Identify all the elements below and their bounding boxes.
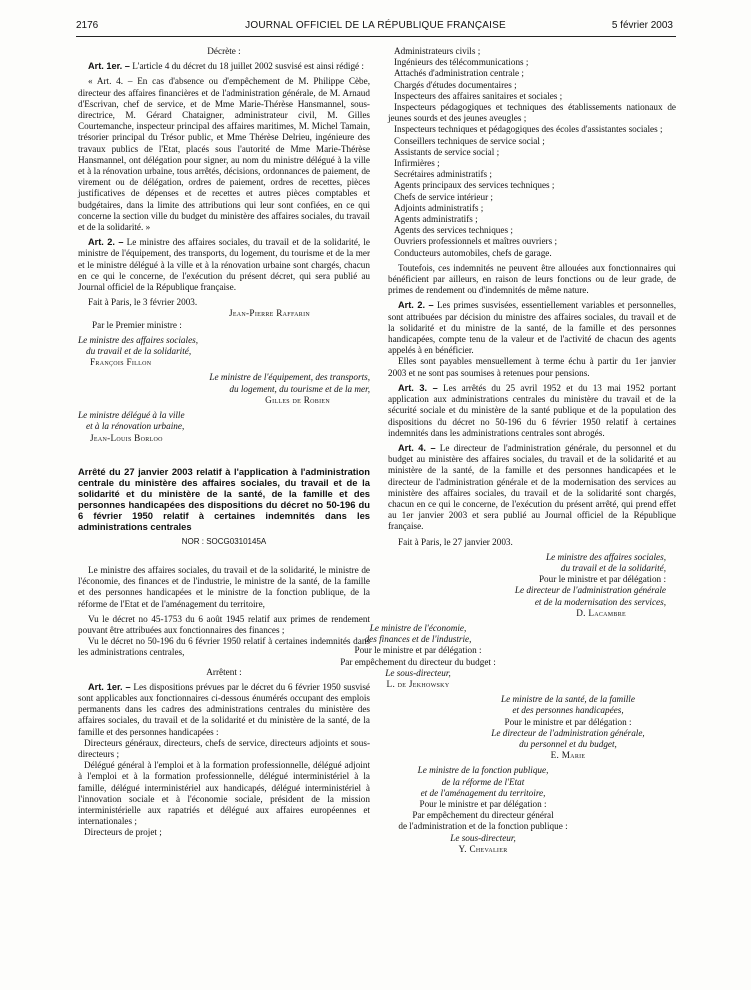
minister-3-title-2: et à la rénovation urbaine, [86, 421, 185, 432]
list-item: Administrateurs civils ; [394, 46, 481, 56]
signature-block-4: Le ministre de la fonction publique, de la réforme de l'Etat et de l'aménagement du territoire, Pour le ministre et par délégation : Par empêchement du directeur général de l'administration et de la fonction publique : Le sous-directeur, Y. Chevalier [378, 765, 588, 855]
arrete-article-3: Art. 3. – Les arrêtés du 25 avril 1952 et du 13 mai 1952 portant application aux administrations centrales du ministère du travail et de la sécurité sociale et du ministère de la santé publique et de la population des dispositions du décret no 50-196 du 6 février 1950 relatif à certaines indemnités dans les administrations centrales sont abrogés. [388, 382, 676, 438]
article-label: Art. 2. – [88, 237, 124, 248]
signer-lacambre: D. Lacambre [576, 607, 626, 618]
article-label: Art. 2. – [398, 300, 434, 311]
vu-1: Vu le décret no 45-1753 du 6 août 1945 relatif aux primes de rendement pouvant être attribuées aux fonctionnaires des finances ; [78, 613, 370, 635]
toutefois-paragraph: Toutefois, ces indemnités ne peuvent être allouées aux fonctionnaires qui bénéficient par ailleurs, en raison de leurs fonctions ou de leur grade, de primes de rendement ou d'indemnités de même nature. [388, 262, 676, 296]
article-2-payment: Elles sont payables mensuellement à terme échu à partir du 1er janvier 2003 et ne sont pas soumises à retenues pour pensions. [388, 356, 676, 378]
decree-article-1: Art. 1er. – L'article 4 du décret du 18 juillet 2002 susvisé est ainsi rédigé : [88, 61, 364, 72]
list-item: Chefs de service intérieur ; [394, 191, 493, 202]
list-item: Agents principaux des services techniques ; [394, 180, 555, 191]
list-item: Inspecteurs pédagogiques et techniques des établissements nationaux de jeunes sourds et des jeunes aveugles ; [388, 102, 676, 124]
nor-reference: NOR : SOCG0310145A [181, 536, 267, 546]
arrete-date: Fait à Paris, le 27 janvier 2003. [398, 536, 513, 547]
article-label: Art. 3. – [398, 382, 438, 393]
signer-marie: E. Marie [550, 750, 586, 761]
decrete-heading: Décrète : [207, 46, 241, 56]
list-item: Directeurs généraux, directeurs, chefs de service, directeurs adjoints et sous-directeurs ; [78, 737, 370, 759]
list-item: Chargés d'études documentaires ; [394, 79, 517, 90]
list-item: Infirmières ; [394, 158, 440, 169]
list-item: Inspecteurs techniques et pédagogiques des écoles d'assistantes sociales ; [394, 124, 663, 135]
signer-fillon: François Fillon [90, 357, 152, 368]
decree-article-2: Art. 2. – Le ministre des affaires sociales, du travail et de la solidarité, le ministre de l'équipement, des transports, du logement, du tourisme et de la mer et le ministre délégué à la ville et à la rénovation urbaine sont chargés, chacun en ce qui le concerne, de l'exécution du présent décret, qui sera publié au Journal officiel de la République française. [78, 237, 370, 293]
journal-title: JOURNAL OFFICIEL DE LA RÉPUBLIQUE FRANÇAISE [245, 20, 506, 31]
list-item: Attachés d'administration centrale ; [394, 68, 524, 79]
minister-1-title: Le ministre des affaires sociales, [78, 334, 199, 345]
decree-date: Fait à Paris, le 3 février 2003. [88, 297, 198, 308]
list-item: Délégué général à l'emploi et à la formation professionnelle, délégué adjoint à l'emploi et à la formation professionnelle, délégué interministériel à la famille, délégué interministériel aux handicapés, délégué interministériel à l'innovation sociale et à l'économie sociale, président de la mission interministérielle aux rapatriés et délégué aux affaires européennes et internationales ; [78, 760, 370, 827]
list-item: Secrétaires administratifs ; [394, 169, 492, 180]
list-item: Ingénieurs des télécommunications ; [394, 57, 529, 68]
arrete-article-4: Art. 4. – Le directeur de l'administration générale, du personnel et du budget au ministère des affaires sociales, du travail et de la solidarité et au ministère de la santé, de la famille et des personnes handicapées et le directeur de l'administration générale et de la modernisation des services au ministère des affaires sociales, du travail et de la solidarité sont chargés, chacun en ce qui le concerne, de l'exécution du présent arrêté, qui prend effet au 1er janvier 2003 et sera publié au Journal officiel de la République française. [388, 442, 677, 532]
arrete-intro: Le ministre des affaires sociales, du travail et de la solidarité, le ministre de l'économie, des finances et de l'industrie, le ministre de la santé, de la famille et des personnes handicapées et le ministre de la fonction publique, de la réforme de l'Etat et de l'aménagement du territoire, [78, 564, 370, 609]
arrete-title: Arrêté du 27 janvier 2003 relatif à l'application à l'administration centrale du ministère des affaires sociales, du travail et de la solidarité et du ministère de la santé, de la famille et des personnes handicapées des dispositions du décret no 50-196 du 6 février 1950 relatif à certaines indemnités dans les administrations centrales [78, 465, 370, 532]
minister-2-title: Le ministre de l'équipement, des transports, [209, 372, 370, 383]
signer-borloo: Jean-Louis Borloo [90, 432, 163, 443]
issue-date: 5 février 2003 [611, 20, 673, 31]
right-column [340, 46, 677, 855]
left-column [78, 46, 370, 839]
list-item: Inspecteurs des affaires sanitaires et sociales ; [394, 90, 563, 101]
arrete-article-2: Art. 2. – Les primes susvisées, essentiellement variables et personnelles, sont attribuées par décision du ministre des affaires sociales, du travail et de la solidarité et du ministre de la santé, de la famille et des personnes handicapées, compte tenu de la valeur et de l'activité de chacun des agents appelés à en bénéficier. [388, 300, 676, 356]
signer-robien: Gilles de Robien [265, 394, 330, 405]
beneficiary-list-left [78, 738, 370, 839]
signature-block-1: Le ministre des affaires sociales, du travail et de la solidarité, Pour le ministre et par délégation : Le directeur de l'administration générale et de la modernisation des services, D. Lacambre [388, 552, 676, 619]
header-rule [76, 36, 676, 37]
list-item: Agents des services techniques ; [394, 225, 513, 236]
signature-block-3: Le ministre de la santé, de la famille et des personnes handicapées, Pour le ministre et par délégation : Le directeur de l'administration générale, du personnel et du budget, E. Marie [458, 694, 678, 761]
signer-prime-minister: Jean-Pierre Raffarin [228, 308, 310, 319]
minister-1-title-2: du travail et de la solidarité, [86, 346, 192, 357]
minister-2-title-2: du logement, du tourisme et de la mer, [229, 383, 370, 394]
signature-block-2: Le ministre de l'économie, des finances et de l'industrie, Pour le ministre et par délégation : Par empêchement du directeur du budget : Le sous-directeur, L. de Jekhowsky [318, 623, 518, 690]
list-item: Ouvriers professionnels et maîtres ouvriers ; [394, 236, 558, 247]
arrete-article-1: Art. 1er. – Les dispositions prévues par le décret du 6 février 1950 susvisé sont applicables aux fonctionnaires ci-dessous énumérés occupant des emplois permanents dans les cadres des administrations centrales du ministère des affaires sociales, du travail et de la solidarité et du ministère de la santé, de la famille et des personnes handicapées : [78, 681, 370, 737]
list-item: Assistants de service social ; [394, 146, 500, 157]
list-item: Agents administratifs ; [394, 214, 478, 225]
signer-chevalier: Y. Chevalier [458, 843, 508, 854]
list-item: Directeurs de projet ; [84, 827, 162, 838]
list-item: Conducteurs automobiles, chefs de garage. [394, 247, 552, 258]
article-4-quote: « Art. 4. – En cas d'absence ou d'empêchement de M. Philippe Cèbe, directeur des affaires financières et de l'administration générale, de M. Arnaud d'Escrivan, chef de service, et de Mme Marie-Thérèse Hansmannel, sous-directrice, M. Gérard Chataigner, administrateur civil, M. Gilles Courtemanche, inspecteur principal des affaires maritimes, M. Michel Tamain, trésorier principal du Trésor public, et Mme Thérèse Delrieu, ingénieure des travaux publics de l'Etat, placés sous l'autorité de Mme Marie-Thérèse Hansmannel, ont délégation pour signer, au nom du ministre délégué à la ville et à la rénovation urbaine, tous arrêtés, décisions, ordonnances de paiement, de virement ou de délégation, ordres de paiement, ordres de recettes, pièces justificatives de dépenses et de recettes et autres pièces comptables et budgétaires, dans la limite des attributions qui leur sont confiées, en ce qui concerne la section ville du budget du ministère des affaires sociales, du travail et de la solidarité. » [78, 76, 370, 233]
par-premier-ministre: Par le Premier ministre : [92, 319, 182, 330]
article-label: Art. 1er. – [88, 681, 131, 692]
beneficiary-list-right [388, 46, 676, 259]
page-number: 2176 [76, 20, 99, 31]
page-header [0, 20, 751, 36]
minister-3-title: Le ministre délégué à la ville [78, 410, 185, 421]
list-item: Adjoints administratifs ; [394, 202, 484, 213]
arretent-heading: Arrêtent : [206, 666, 242, 677]
article-label: Art. 4. – [398, 442, 436, 453]
list-item: Conseillers techniques de service social ; [394, 135, 545, 146]
article-label: Art. 1er. – [88, 61, 130, 72]
signer-jekhowsky: L. de Jekhowsky [386, 678, 450, 689]
vu-2: Vu le décret no 50-196 du 6 février 1950 relatif à certaines indemnités dans les administrations centrales, [78, 636, 370, 658]
